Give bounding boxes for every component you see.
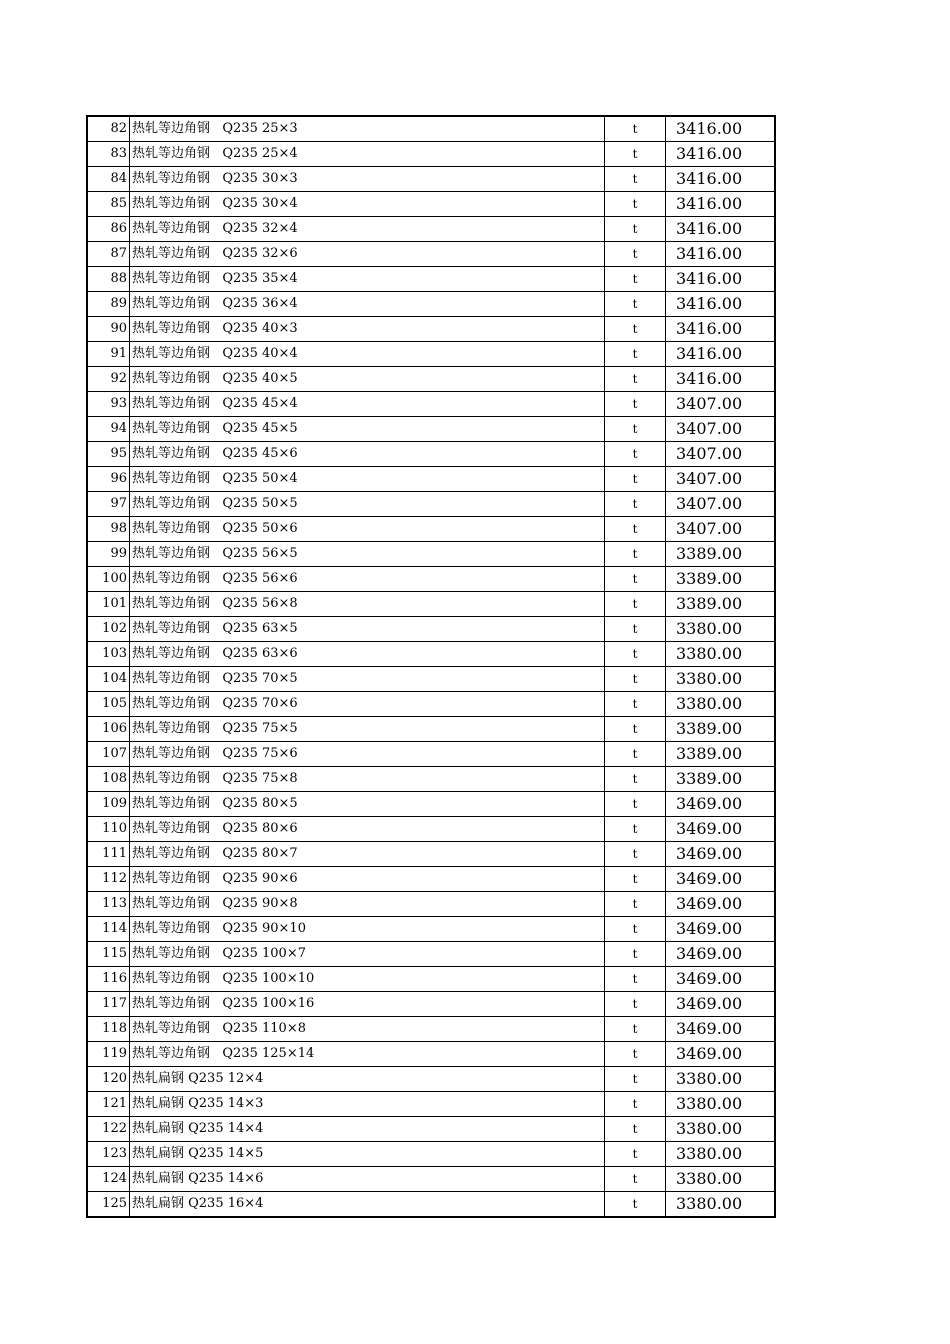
item-name-cell: 热轧扁钢 Q235 14×3 — [130, 1092, 605, 1117]
table-row — [87, 1017, 775, 1042]
item-name-cell: 热轧等边角钢 Q235 25×4 — [130, 142, 605, 167]
row-number-cell: 83 — [87, 142, 130, 167]
table-row — [87, 442, 775, 467]
price-cell: 3380.00 — [666, 667, 776, 692]
table-row — [87, 917, 775, 942]
price-cell: 3416.00 — [666, 217, 776, 242]
price-cell: 3380.00 — [666, 1142, 776, 1167]
price-cell: 3407.00 — [666, 392, 776, 417]
item-name-cell: 热轧等边角钢 Q235 63×6 — [130, 642, 605, 667]
price-cell: 3469.00 — [666, 917, 776, 942]
price-cell: 3416.00 — [666, 116, 776, 142]
table-row — [87, 942, 775, 967]
table-row — [87, 792, 775, 817]
table-row — [87, 367, 775, 392]
unit-cell: t — [605, 892, 666, 917]
unit-cell: t — [605, 192, 666, 217]
table-row — [87, 142, 775, 167]
item-name-cell: 热轧等边角钢 Q235 50×5 — [130, 492, 605, 517]
price-cell: 3416.00 — [666, 317, 776, 342]
unit-cell: t — [605, 592, 666, 617]
item-name-cell: 热轧扁钢 Q235 14×5 — [130, 1142, 605, 1167]
unit-cell: t — [605, 517, 666, 542]
row-number-cell: 109 — [87, 792, 130, 817]
row-number-cell: 110 — [87, 817, 130, 842]
price-cell: 3407.00 — [666, 417, 776, 442]
price-cell: 3469.00 — [666, 1042, 776, 1067]
row-number-cell: 122 — [87, 1117, 130, 1142]
price-cell: 3469.00 — [666, 867, 776, 892]
item-name-cell: 热轧等边角钢 Q235 75×6 — [130, 742, 605, 767]
price-cell: 3416.00 — [666, 242, 776, 267]
item-name-cell: 热轧等边角钢 Q235 56×8 — [130, 592, 605, 617]
row-number-cell: 104 — [87, 667, 130, 692]
table-row — [87, 1042, 775, 1067]
price-cell: 3416.00 — [666, 342, 776, 367]
price-cell: 3469.00 — [666, 842, 776, 867]
row-number-cell: 96 — [87, 467, 130, 492]
unit-cell: t — [605, 317, 666, 342]
table-row — [87, 867, 775, 892]
row-number-cell: 102 — [87, 617, 130, 642]
table-row — [87, 767, 775, 792]
table-row — [87, 1117, 775, 1142]
row-number-cell: 112 — [87, 867, 130, 892]
row-number-cell: 98 — [87, 517, 130, 542]
item-name-cell: 热轧等边角钢 Q235 70×5 — [130, 667, 605, 692]
unit-cell: t — [605, 642, 666, 667]
unit-cell: t — [605, 742, 666, 767]
row-number-cell: 107 — [87, 742, 130, 767]
table-row — [87, 192, 775, 217]
item-name-cell: 热轧等边角钢 Q235 30×4 — [130, 192, 605, 217]
item-name-cell: 热轧等边角钢 Q235 100×10 — [130, 967, 605, 992]
item-name-cell: 热轧等边角钢 Q235 90×10 — [130, 917, 605, 942]
price-cell: 3389.00 — [666, 592, 776, 617]
row-number-cell: 93 — [87, 392, 130, 417]
price-cell: 3469.00 — [666, 992, 776, 1017]
price-cell: 3380.00 — [666, 1092, 776, 1117]
unit-cell: t — [605, 667, 666, 692]
row-number-cell: 82 — [87, 116, 130, 142]
row-number-cell: 92 — [87, 367, 130, 392]
price-cell: 3380.00 — [666, 1067, 776, 1092]
unit-cell: t — [605, 917, 666, 942]
item-name-cell: 热轧等边角钢 Q235 100×7 — [130, 942, 605, 967]
price-cell: 3469.00 — [666, 817, 776, 842]
unit-cell: t — [605, 1092, 666, 1117]
row-number-cell: 84 — [87, 167, 130, 192]
item-name-cell: 热轧等边角钢 Q235 45×5 — [130, 417, 605, 442]
row-number-cell: 89 — [87, 292, 130, 317]
price-cell: 3416.00 — [666, 267, 776, 292]
table-row — [87, 717, 775, 742]
item-name-cell: 热轧等边角钢 Q235 63×5 — [130, 617, 605, 642]
row-number-cell: 113 — [87, 892, 130, 917]
row-number-cell: 95 — [87, 442, 130, 467]
row-number-cell: 111 — [87, 842, 130, 867]
unit-cell: t — [605, 992, 666, 1017]
row-number-cell: 105 — [87, 692, 130, 717]
row-number-cell: 88 — [87, 267, 130, 292]
table-row — [87, 1192, 775, 1218]
table-row — [87, 567, 775, 592]
table-row — [87, 642, 775, 667]
table-row — [87, 1067, 775, 1092]
unit-cell: t — [605, 267, 666, 292]
price-cell: 3389.00 — [666, 717, 776, 742]
item-name-cell: 热轧等边角钢 Q235 110×8 — [130, 1017, 605, 1042]
row-number-cell: 90 — [87, 317, 130, 342]
unit-cell: t — [605, 417, 666, 442]
unit-cell: t — [605, 492, 666, 517]
row-number-cell: 97 — [87, 492, 130, 517]
item-name-cell: 热轧等边角钢 Q235 75×8 — [130, 767, 605, 792]
unit-cell: t — [605, 142, 666, 167]
item-name-cell: 热轧等边角钢 Q235 125×14 — [130, 1042, 605, 1067]
price-cell: 3469.00 — [666, 967, 776, 992]
table-row — [87, 467, 775, 492]
price-cell: 3469.00 — [666, 1017, 776, 1042]
table-row — [87, 617, 775, 642]
unit-cell: t — [605, 217, 666, 242]
item-name-cell: 热轧等边角钢 Q235 100×16 — [130, 992, 605, 1017]
price-cell: 3380.00 — [666, 1192, 776, 1218]
row-number-cell: 87 — [87, 242, 130, 267]
table-row — [87, 1167, 775, 1192]
unit-cell: t — [605, 817, 666, 842]
table-row — [87, 592, 775, 617]
item-name-cell: 热轧等边角钢 Q235 50×6 — [130, 517, 605, 542]
unit-cell: t — [605, 1067, 666, 1092]
row-number-cell: 115 — [87, 942, 130, 967]
item-name-cell: 热轧等边角钢 Q235 56×5 — [130, 542, 605, 567]
unit-cell: t — [605, 1142, 666, 1167]
price-cell: 3380.00 — [666, 642, 776, 667]
price-table — [86, 115, 776, 1218]
unit-cell: t — [605, 1017, 666, 1042]
price-cell: 3469.00 — [666, 792, 776, 817]
row-number-cell: 125 — [87, 1192, 130, 1218]
price-table-body — [87, 116, 775, 1217]
item-name-cell: 热轧等边角钢 Q235 80×5 — [130, 792, 605, 817]
unit-cell: t — [605, 767, 666, 792]
table-row — [87, 542, 775, 567]
unit-cell: t — [605, 617, 666, 642]
table-row — [87, 342, 775, 367]
item-name-cell: 热轧等边角钢 Q235 80×7 — [130, 842, 605, 867]
unit-cell: t — [605, 167, 666, 192]
unit-cell: t — [605, 1167, 666, 1192]
item-name-cell: 热轧等边角钢 Q235 35×4 — [130, 267, 605, 292]
row-number-cell: 108 — [87, 767, 130, 792]
item-name-cell: 热轧等边角钢 Q235 40×3 — [130, 317, 605, 342]
table-row — [87, 667, 775, 692]
price-cell: 3407.00 — [666, 517, 776, 542]
item-name-cell: 热轧等边角钢 Q235 50×4 — [130, 467, 605, 492]
unit-cell: t — [605, 692, 666, 717]
item-name-cell: 热轧等边角钢 Q235 30×3 — [130, 167, 605, 192]
price-cell: 3407.00 — [666, 467, 776, 492]
row-number-cell: 86 — [87, 217, 130, 242]
price-cell: 3416.00 — [666, 192, 776, 217]
price-cell: 3380.00 — [666, 1167, 776, 1192]
unit-cell: t — [605, 842, 666, 867]
unit-cell: t — [605, 442, 666, 467]
item-name-cell: 热轧等边角钢 Q235 56×6 — [130, 567, 605, 592]
table-row — [87, 317, 775, 342]
row-number-cell: 100 — [87, 567, 130, 592]
table-row — [87, 242, 775, 267]
unit-cell: t — [605, 292, 666, 317]
item-name-cell: 热轧等边角钢 Q235 36×4 — [130, 292, 605, 317]
item-name-cell: 热轧等边角钢 Q235 32×6 — [130, 242, 605, 267]
table-row — [87, 392, 775, 417]
table-row — [87, 517, 775, 542]
unit-cell: t — [605, 116, 666, 142]
item-name-cell: 热轧等边角钢 Q235 32×4 — [130, 217, 605, 242]
price-cell: 3389.00 — [666, 567, 776, 592]
unit-cell: t — [605, 1042, 666, 1067]
table-row — [87, 116, 775, 142]
row-number-cell: 94 — [87, 417, 130, 442]
table-row — [87, 1142, 775, 1167]
price-cell: 3380.00 — [666, 692, 776, 717]
item-name-cell: 热轧扁钢 Q235 14×4 — [130, 1117, 605, 1142]
unit-cell: t — [605, 567, 666, 592]
item-name-cell: 热轧等边角钢 Q235 25×3 — [130, 116, 605, 142]
row-number-cell: 117 — [87, 992, 130, 1017]
unit-cell: t — [605, 867, 666, 892]
price-cell: 3469.00 — [666, 892, 776, 917]
unit-cell: t — [605, 242, 666, 267]
row-number-cell: 85 — [87, 192, 130, 217]
row-number-cell: 99 — [87, 542, 130, 567]
unit-cell: t — [605, 942, 666, 967]
price-cell: 3407.00 — [666, 492, 776, 517]
unit-cell: t — [605, 792, 666, 817]
price-cell: 3389.00 — [666, 542, 776, 567]
unit-cell: t — [605, 342, 666, 367]
price-cell: 3380.00 — [666, 1117, 776, 1142]
unit-cell: t — [605, 542, 666, 567]
price-cell: 3407.00 — [666, 442, 776, 467]
table-row — [87, 817, 775, 842]
unit-cell: t — [605, 1117, 666, 1142]
table-row — [87, 967, 775, 992]
table-row — [87, 492, 775, 517]
table-row — [87, 167, 775, 192]
item-name-cell: 热轧扁钢 Q235 14×6 — [130, 1167, 605, 1192]
row-number-cell: 123 — [87, 1142, 130, 1167]
item-name-cell: 热轧等边角钢 Q235 45×4 — [130, 392, 605, 417]
unit-cell: t — [605, 392, 666, 417]
row-number-cell: 120 — [87, 1067, 130, 1092]
item-name-cell: 热轧等边角钢 Q235 40×4 — [130, 342, 605, 367]
table-row — [87, 992, 775, 1017]
unit-cell: t — [605, 967, 666, 992]
item-name-cell: 热轧等边角钢 Q235 80×6 — [130, 817, 605, 842]
item-name-cell: 热轧等边角钢 Q235 70×6 — [130, 692, 605, 717]
price-cell: 3416.00 — [666, 142, 776, 167]
item-name-cell: 热轧等边角钢 Q235 90×8 — [130, 892, 605, 917]
table-row — [87, 1092, 775, 1117]
table-row — [87, 417, 775, 442]
price-cell: 3389.00 — [666, 742, 776, 767]
table-row — [87, 842, 775, 867]
unit-cell: t — [605, 467, 666, 492]
price-cell: 3416.00 — [666, 292, 776, 317]
price-cell: 3389.00 — [666, 767, 776, 792]
unit-cell: t — [605, 367, 666, 392]
table-row — [87, 892, 775, 917]
item-name-cell: 热轧等边角钢 Q235 75×5 — [130, 717, 605, 742]
price-cell: 3469.00 — [666, 942, 776, 967]
row-number-cell: 106 — [87, 717, 130, 742]
price-cell: 3416.00 — [666, 367, 776, 392]
row-number-cell: 101 — [87, 592, 130, 617]
unit-cell: t — [605, 1192, 666, 1218]
table-row — [87, 742, 775, 767]
item-name-cell: 热轧等边角钢 Q235 90×6 — [130, 867, 605, 892]
row-number-cell: 118 — [87, 1017, 130, 1042]
table-row — [87, 267, 775, 292]
row-number-cell: 124 — [87, 1167, 130, 1192]
table-row — [87, 292, 775, 317]
price-cell: 3416.00 — [666, 167, 776, 192]
unit-cell: t — [605, 717, 666, 742]
row-number-cell: 91 — [87, 342, 130, 367]
item-name-cell: 热轧扁钢 Q235 12×4 — [130, 1067, 605, 1092]
table-row — [87, 217, 775, 242]
row-number-cell: 114 — [87, 917, 130, 942]
row-number-cell: 119 — [87, 1042, 130, 1067]
item-name-cell: 热轧等边角钢 Q235 45×6 — [130, 442, 605, 467]
price-cell: 3380.00 — [666, 617, 776, 642]
item-name-cell: 热轧扁钢 Q235 16×4 — [130, 1192, 605, 1218]
row-number-cell: 121 — [87, 1092, 130, 1117]
item-name-cell: 热轧等边角钢 Q235 40×5 — [130, 367, 605, 392]
table-row — [87, 692, 775, 717]
row-number-cell: 116 — [87, 967, 130, 992]
row-number-cell: 103 — [87, 642, 130, 667]
